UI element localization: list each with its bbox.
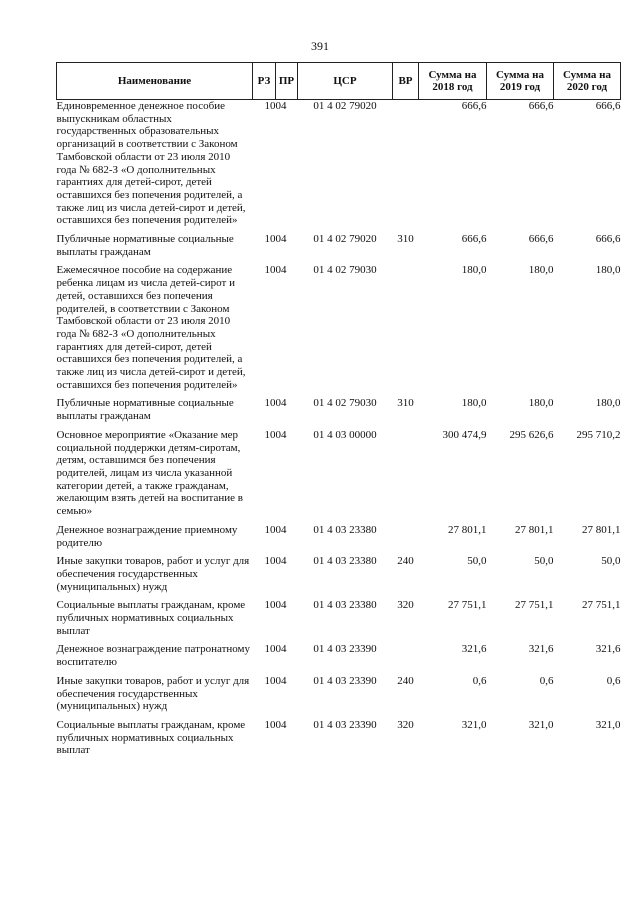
row-sum-2018: 0,6	[472, 674, 487, 687]
row-vr	[393, 643, 419, 674]
row-pr: 04	[275, 599, 287, 612]
table-row	[57, 264, 621, 397]
row-sum-2018: 321,6	[461, 643, 487, 656]
row-sum-2020: 321,6	[595, 643, 621, 656]
row-sum-2020: 180,0	[595, 264, 621, 277]
row-rz: 10	[264, 718, 276, 731]
table-row	[57, 555, 621, 599]
row-rz: 10	[264, 555, 276, 568]
row-name: Денежное вознаграждение приемному родителю	[56, 523, 238, 549]
row-vr: 320	[397, 599, 414, 612]
row-vr: 240	[397, 555, 414, 568]
row-rz: 10	[264, 643, 276, 656]
row-sum-2019: 27 801,1	[515, 523, 554, 536]
row-vr	[393, 524, 419, 555]
header-pr: ПР	[276, 63, 298, 100]
table-row	[57, 599, 621, 643]
row-vr: 310	[397, 397, 414, 410]
row-name: Ежемесячное пособие на содержание ребенка лицам из числа детей-сирот и детей, оставшихся без попечения родителей, в соответствии с Законом Тамбовской области от 23 июля 2010 года № 682-З «О дополнительных гарантиях для детей-сирот, детей оставшихся без попечения родителей, а также лиц из числа детей-сирот и детей, оставшихся без попечения родителей»	[56, 264, 246, 391]
row-vr: 240	[397, 674, 414, 687]
row-sum-2018: 666,6	[461, 233, 487, 246]
row-pr: 04	[275, 100, 287, 112]
row-csr: 01 4 02 79020	[313, 100, 377, 112]
row-name: Социальные выплаты гражданам, кроме публичных нормативных социальных выплат	[56, 599, 246, 637]
row-name: Публичные нормативные социальные выплаты гражданам	[56, 397, 234, 423]
row-sum-2020: 0,6	[606, 674, 621, 687]
row-rz: 10	[264, 100, 276, 112]
page-number: 391	[311, 39, 329, 53]
row-rz: 10	[264, 397, 276, 410]
row-pr: 04	[275, 397, 287, 410]
row-sum-2020: 27 751,1	[582, 599, 621, 612]
row-sum-2018: 300 474,9	[442, 428, 487, 441]
table-row	[57, 397, 621, 428]
row-rz: 10	[264, 233, 276, 246]
header-sum-2019: Сумма на 2019 год	[487, 63, 554, 100]
row-sum-2020: 27 801,1	[582, 523, 621, 536]
table-header	[57, 63, 621, 100]
row-sum-2019: 0,6	[539, 674, 554, 687]
table-row	[57, 643, 621, 674]
row-csr: 01 4 03 23380	[313, 523, 377, 536]
row-name: Иные закупки товаров, работ и услуг для обеспечения государственных (муниципальных) нужд	[56, 674, 250, 713]
row-sum-2020: 666,6	[595, 233, 621, 246]
row-sum-2020: 180,0	[595, 397, 621, 410]
row-sum-2020: 666,6	[595, 100, 621, 112]
row-sum-2019: 180,0	[528, 264, 554, 277]
row-sum-2018: 666,6	[461, 100, 487, 112]
row-name: Основное мероприятие «Оказание мер социальной поддержки детям-сиротам, детям, оставшимся без попечения родителей, лицам из числа указанной категории детей, а также гражданам, желающим взять детей на воспитание в семью»	[56, 428, 243, 518]
table-row	[57, 100, 621, 234]
row-csr: 01 4 03 00000	[313, 428, 377, 441]
table-row	[57, 524, 621, 555]
header-vr: ВР	[393, 63, 419, 100]
row-name: Социальные выплаты гражданам, кроме публичных нормативных социальных выплат	[56, 718, 246, 757]
row-rz: 10	[264, 599, 276, 612]
header-rz: РЗ	[253, 63, 276, 100]
header-csr: ЦСР	[298, 63, 393, 100]
row-sum-2018: 50,0	[467, 555, 487, 568]
budget-table	[56, 62, 621, 763]
row-rz: 10	[264, 428, 276, 441]
row-vr	[393, 100, 419, 234]
row-sum-2018: 27 801,1	[448, 523, 487, 536]
row-pr: 04	[275, 428, 287, 441]
row-csr: 01 4 03 23380	[313, 555, 377, 568]
row-sum-2018: 180,0	[461, 264, 487, 277]
row-sum-2018: 27 751,1	[448, 599, 487, 612]
row-sum-2019: 321,6	[528, 643, 554, 656]
row-name: Публичные нормативные социальные выплаты гражданам	[56, 233, 234, 258]
row-pr: 04	[275, 555, 287, 568]
row-pr: 04	[275, 523, 287, 536]
table-body	[57, 100, 621, 764]
row-name: Иные закупки товаров, работ и услуг для обеспечения государственных (муниципальных) нужд	[56, 555, 250, 593]
row-csr: 01 4 02 79030	[313, 264, 377, 277]
row-sum-2019: 27 751,1	[515, 599, 554, 612]
row-sum-2019: 666,6	[528, 100, 554, 112]
table-row	[57, 719, 621, 763]
header-sum-2020: Сумма на 2020 год	[554, 63, 621, 100]
row-sum-2019: 180,0	[528, 397, 554, 410]
row-name: Денежное вознаграждение патронатному воспитателю	[56, 643, 251, 669]
row-pr: 04	[275, 264, 287, 277]
row-csr: 01 4 02 79020	[313, 233, 377, 246]
row-sum-2019: 50,0	[534, 555, 554, 568]
row-pr: 04	[275, 643, 287, 656]
row-rz: 10	[264, 674, 276, 687]
row-sum-2020: 321,0	[595, 718, 621, 731]
row-vr	[393, 264, 419, 397]
row-sum-2019: 321,0	[528, 718, 554, 731]
row-csr: 01 4 03 23390	[313, 643, 377, 656]
header-name: Наименование	[57, 63, 253, 100]
row-pr: 04	[275, 718, 287, 731]
row-rz: 10	[264, 523, 276, 536]
table-row	[57, 429, 621, 524]
row-pr: 04	[275, 674, 287, 687]
row-sum-2020: 295 710,2	[576, 428, 621, 441]
row-sum-2018: 321,0	[461, 718, 487, 731]
row-sum-2020: 50,0	[601, 555, 621, 568]
row-vr: 310	[397, 233, 414, 246]
row-sum-2018: 180,0	[461, 397, 487, 410]
row-name: Единовременное денежное пособие выпускникам областных государственных образовательных организаций в соответствии с Законом Тамбовской области от 23 июля 2010 года № 682-З «О дополнительных гарантиях для детей-сирот, детей оставшихся без попечения родителей, а также лиц из числа детей-сирот и детей, оставшихся без попечения родителей»	[56, 100, 246, 227]
row-vr	[393, 429, 419, 524]
row-csr: 01 4 02 79030	[313, 397, 377, 410]
row-sum-2019: 295 626,6	[509, 428, 554, 441]
table-row	[57, 675, 621, 719]
header-sum-2018: Сумма на 2018 год	[419, 63, 487, 100]
table-row	[57, 233, 621, 264]
row-csr: 01 4 03 23390	[313, 718, 377, 731]
row-pr: 04	[275, 233, 287, 246]
row-vr: 320	[397, 718, 414, 731]
row-csr: 01 4 03 23390	[313, 674, 377, 687]
row-csr: 01 4 03 23380	[313, 599, 377, 612]
row-sum-2019: 666,6	[528, 233, 554, 246]
row-rz: 10	[264, 264, 276, 277]
